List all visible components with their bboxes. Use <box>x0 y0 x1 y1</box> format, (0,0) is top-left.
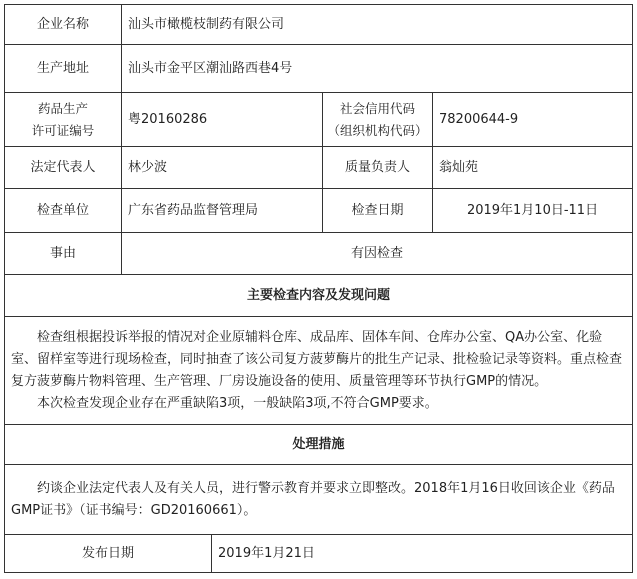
info-table <box>4 4 633 573</box>
row-publish <box>5 535 633 573</box>
findings-paragraph-1: 检查组根据投诉举报的情况对企业原辅料仓库、成品库、固体车间、仓库办公室、QA办公室、化验室、留样室等进行现场检查，同时抽查了该公司复方菠萝酶片的批生产记录、批检验记录等资料。重点检查复方菠萝酶片物料管理、生产管理、厂房设施设备的使用、质量管理等环节执行GMP的情况。 <box>11 329 623 389</box>
legal-rep-label: 法定代表人 <box>5 147 122 189</box>
company-value: 汕头市橄榄枝制药有限公司 <box>122 5 633 45</box>
findings-paragraph-2: 本次检查发现企业存在严重缺陷3项，一般缺陷3项,不符合GMP要求。 <box>37 395 438 411</box>
license-label <box>5 93 122 147</box>
license-label-line2: 许可证编号 <box>31 122 95 138</box>
address-value: 汕头市金平区潮汕路西巷4号 <box>122 45 633 93</box>
license-label-line1: 药品生产 <box>37 100 88 116</box>
credit-label-line1: 社会信用代码 <box>339 100 415 116</box>
row-measures-heading <box>5 425 633 465</box>
row-reason <box>5 233 633 275</box>
row-company <box>5 5 633 45</box>
credit-value: 78200644-9 <box>433 93 633 147</box>
inspector-value: 广东省药品监督管理局 <box>122 189 323 233</box>
reason-value: 有因检查 <box>122 233 633 275</box>
address-label: 生产地址 <box>5 45 122 93</box>
findings-body <box>5 317 633 425</box>
quality-value: 翁灿苑 <box>433 147 633 189</box>
row-measures-body <box>5 465 633 535</box>
measures-body <box>5 465 633 535</box>
findings-heading: 主要检查内容及发现问题 <box>5 275 633 317</box>
row-findings-heading <box>5 275 633 317</box>
inspection-record <box>4 4 632 574</box>
inspector-label: 检查单位 <box>5 189 122 233</box>
publish-value: 2019年1月21日 <box>212 535 633 573</box>
inspect-date-label: 检查日期 <box>323 189 433 233</box>
reason-label: 事由 <box>5 233 122 275</box>
row-inspection <box>5 189 633 233</box>
row-license <box>5 93 633 147</box>
license-value: 粤20160286 <box>122 93 323 147</box>
row-findings-body <box>5 317 633 425</box>
publish-label: 发布日期 <box>5 535 212 573</box>
legal-rep-value: 林少波 <box>122 147 323 189</box>
company-label: 企业名称 <box>5 5 122 45</box>
inspect-date-value: 2019年1月10日-11日 <box>433 189 633 233</box>
row-address <box>5 45 633 93</box>
credit-label-line2: （组织机构代码） <box>327 122 428 138</box>
measures-heading: 处理措施 <box>5 425 633 465</box>
credit-label <box>323 93 433 147</box>
measures-paragraph-1: 约谈企业法定代表人及有关人员，进行警示教育并要求立即整改。2018年1月16日收回该企业《药品GMP证书》（证书编号：GD20160661）。 <box>11 480 615 518</box>
row-legal <box>5 147 633 189</box>
quality-label: 质量负责人 <box>323 147 433 189</box>
